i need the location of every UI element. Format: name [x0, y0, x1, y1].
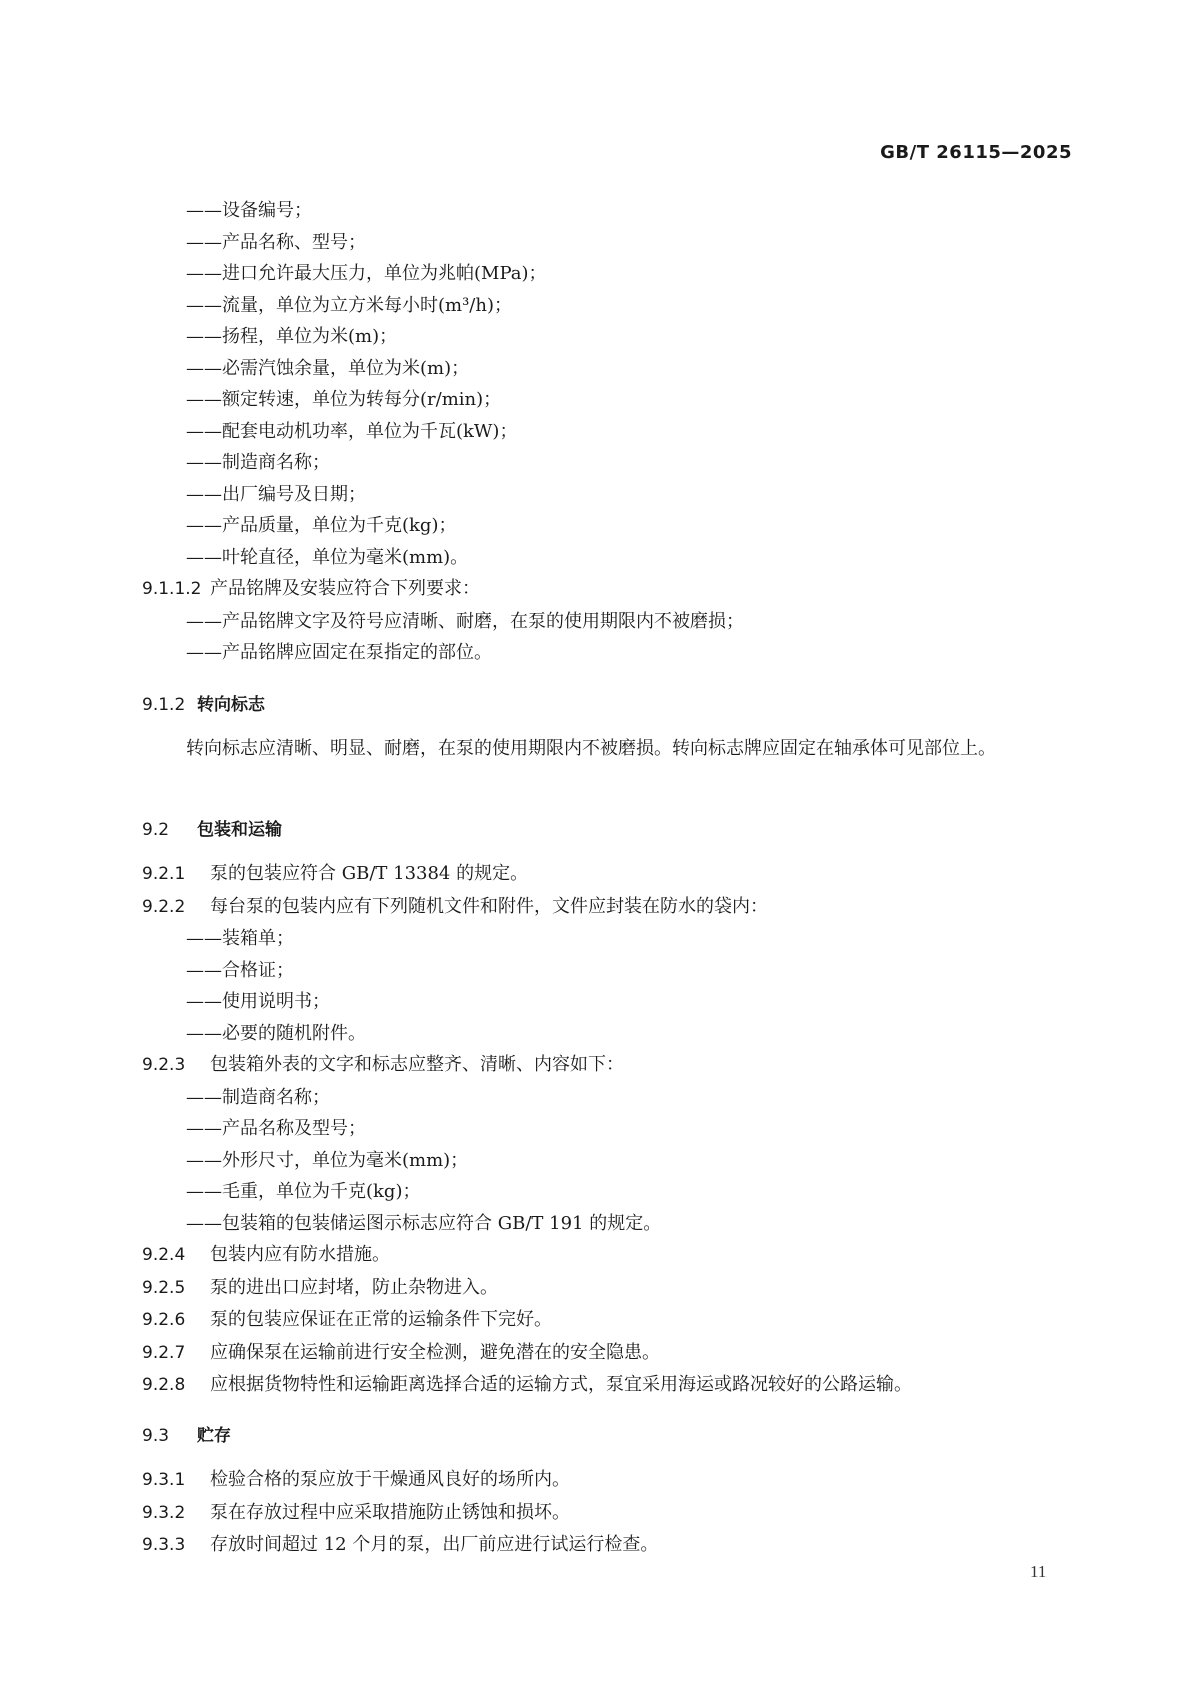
- standard-code: GB/T 26115—2025: [880, 142, 1072, 163]
- clause-9-2-7: [0, 1337, 1200, 1370]
- clause-number: 9.2.6: [142, 1310, 186, 1330]
- clause-9-3-1: [0, 1464, 1200, 1497]
- clause-text: 包装箱外表的文字和标志应整齐、清晰、内容如下：: [210, 1054, 624, 1075]
- section-9-1-2-body: [0, 733, 1200, 765]
- clause-9-3-2: [0, 1497, 1200, 1530]
- list-item: ——毛重，单位为千克(kg)；: [186, 1181, 421, 1202]
- clause-number: 9.2.1: [142, 864, 186, 884]
- clause-text: 泵的包装应符合 GB/T 13384 的规定。: [210, 863, 529, 884]
- clause-text: 应确保泵在运输前进行安全检测，避免潜在的安全隐患。: [210, 1341, 660, 1363]
- list-item: ——装箱单；: [186, 928, 294, 949]
- clause-number: 9.3.2: [142, 1502, 186, 1523]
- list-item: ——进口允许最大压力，单位为兆帕(MPa)；: [186, 263, 547, 284]
- clause-9-1-1-2: [0, 573, 1200, 606]
- list-item: ——产品名称、型号；: [186, 231, 366, 253]
- list-item: ——设备编号；: [186, 200, 312, 221]
- section-title: 包装和运输: [197, 820, 282, 840]
- list-item: ——扬程，单位为米(m)；: [186, 326, 398, 347]
- list-item: ——合格证；: [186, 959, 294, 981]
- clause-9-2-4: [0, 1239, 1200, 1272]
- clause-number: 9.2.3: [142, 1055, 186, 1075]
- clause-text: 泵的包装应保证在正常的运输条件下完好。: [210, 1309, 552, 1330]
- list-item: ——产品名称及型号；: [186, 1118, 366, 1139]
- clause-9-2-3: [0, 1049, 1200, 1082]
- section-number: 9.1.2: [142, 695, 186, 715]
- list-item: ——叶轮直径，单位为毫米(mm)。: [186, 546, 469, 568]
- list-item: ——产品铭牌应固定在泵指定的部位。: [186, 642, 492, 663]
- section-number: 9.2: [142, 820, 170, 840]
- list-item: ——出厂编号及日期；: [186, 483, 366, 505]
- list-item: ——外形尺寸，单位为毫米(mm)；: [186, 1149, 469, 1171]
- clause-number: 9.3.1: [142, 1470, 186, 1490]
- list-item: ——产品铭牌文字及符号应清晰、耐磨，在泵的使用期限内不被磨损；: [186, 610, 744, 632]
- clause-number: 9.2.8: [142, 1375, 186, 1395]
- clause-text: 检验合格的泵应放于干燥通风良好的场所内。: [210, 1469, 570, 1490]
- section-heading: [0, 815, 1200, 847]
- clause-number: 9.1.1.2: [142, 579, 202, 599]
- clause-number: 9.3.3: [142, 1535, 186, 1555]
- clause-9-2-6: [0, 1304, 1200, 1337]
- section-9-3-body: [0, 1464, 1200, 1562]
- clause-9-2-8: [0, 1369, 1200, 1402]
- section-heading: [0, 1421, 1200, 1453]
- section-heading: [0, 690, 1200, 722]
- clause-9-2-2: [0, 891, 1200, 924]
- clause-text: 泵的进出口应封堵，防止杂物进入。: [210, 1276, 498, 1298]
- clause-9-2-1: [0, 858, 1200, 891]
- list-item: ——配套电动机功率，单位为千瓦(kW)；: [186, 420, 518, 442]
- list-item: ——流量，单位为立方米每小时(m³/h)；: [186, 294, 512, 316]
- section-title: 贮存: [197, 1426, 231, 1446]
- section-9-1-2: [0, 690, 1200, 722]
- clause-text: 应根据货物特性和运输距离选择合适的运输方式，泵宜采用海运或路况较好的公路运输。: [210, 1374, 912, 1395]
- list-item: ——产品质量，单位为千克(kg)；: [186, 515, 457, 536]
- clause-9-2-5: [0, 1272, 1200, 1305]
- clause-9-3-3: [0, 1529, 1200, 1562]
- list-item: ——必要的随机附件。: [186, 1022, 366, 1044]
- clause-text: 存放时间超过 12 个月的泵，出厂前应进行试运行检查。: [210, 1534, 659, 1555]
- section-9-2: [0, 815, 1200, 847]
- list-item: ——额定转速，单位为转每分(r/min)；: [186, 389, 502, 410]
- clause-text: 泵在存放过程中应采取措施防止锈蚀和损坏。: [210, 1501, 570, 1523]
- clause-text: 包装内应有防水措施。: [210, 1244, 390, 1265]
- paragraph: 转向标志应清晰、明显、耐磨，在泵的使用期限内不被磨损。转向标志牌应固定在轴承体可见部位上。: [186, 738, 996, 759]
- section-9-2-body: [0, 858, 1200, 1402]
- list-item: ——包装箱的包装储运图示标志应符合 GB/T 191 的规定。: [186, 1212, 662, 1234]
- clause-number: 9.2.4: [142, 1245, 186, 1265]
- list-item: ——必需汽蚀余量，单位为米(m)；: [186, 357, 470, 379]
- section-title: 转向标志: [197, 695, 265, 715]
- clause-text: 产品铭牌及安装应符合下列要求：: [210, 578, 480, 599]
- list-item: ——使用说明书；: [186, 991, 330, 1012]
- list-item: ——制造商名称；: [186, 452, 330, 473]
- clause-text: 每台泵的包装内应有下列随机文件和附件，文件应封装在防水的袋内：: [210, 895, 768, 917]
- clause-number: 9.2.2: [142, 896, 186, 917]
- page-number: 11: [1030, 1562, 1047, 1581]
- list-item: ——制造商名称；: [186, 1086, 330, 1108]
- section-number: 9.3: [142, 1426, 170, 1446]
- nameplate-items-list: [0, 195, 1200, 669]
- section-9-3: [0, 1421, 1200, 1453]
- clause-number: 9.2.5: [142, 1277, 186, 1298]
- clause-number: 9.2.7: [142, 1342, 186, 1363]
